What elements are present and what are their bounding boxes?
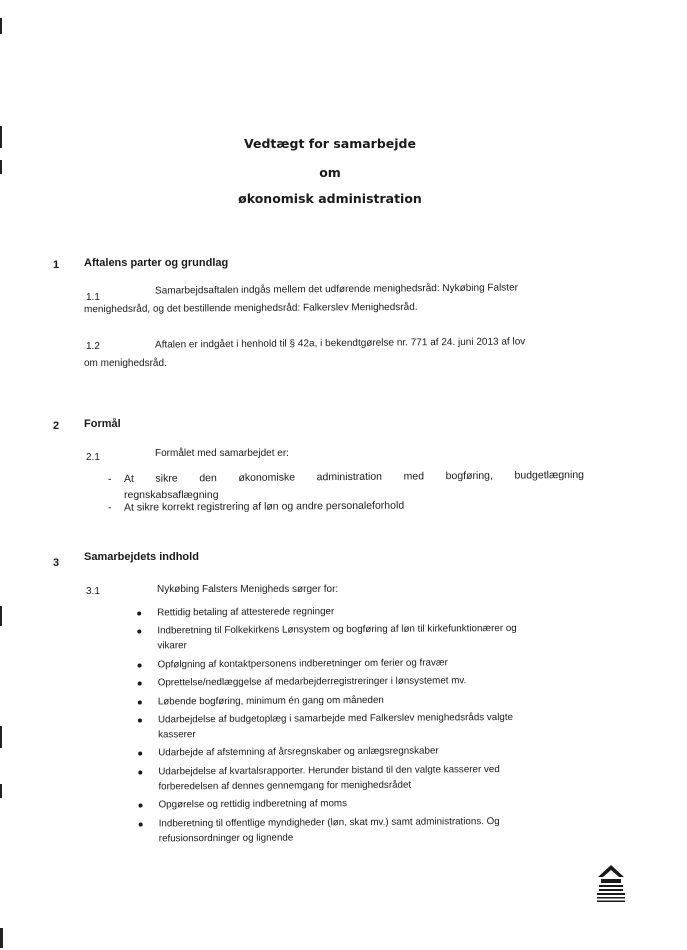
dash-item-line-1: At sikre korrekt registrering af løn og andre personaleforhold [123, 499, 405, 514]
section-1-number: 1 [53, 259, 60, 271]
section-3-number: 3 [53, 557, 60, 569]
bullet-item [138, 654, 588, 672]
bullet-dot [137, 612, 141, 616]
document-title-line-1: Vedtægt for samarbejde [244, 136, 416, 151]
bullet-item-line-1: Opfølgning af kontaktpersonens indberetninger om ferier og fravær [157, 657, 448, 671]
bullet-dot [138, 700, 142, 704]
dash-marker: - [107, 473, 112, 486]
bullet-dot [138, 770, 142, 774]
scan-margin-mark [0, 726, 2, 748]
paragraph-3-1-number: 3.1 [86, 586, 100, 597]
paragraph-1-2-number: 1.2 [86, 341, 100, 352]
paragraph-1-1-number: 1.1 [86, 292, 100, 303]
dash-item [108, 498, 588, 513]
bullet-item [139, 813, 589, 846]
paragraph-1-1-line-2: menighedsråd, og det bestillende menighedsråd: Falkerslev Menighedsråd. [83, 301, 418, 316]
bullet-item-line-1: Indberetning til offentlige myndigheder (løn, skat mv.) samt administrations. Og [158, 815, 500, 829]
bullet-dot [139, 822, 143, 826]
scan-margin-mark [0, 18, 2, 34]
task-bullet-list [137, 602, 589, 849]
bullet-dot [138, 663, 142, 667]
scan-margin-mark [0, 606, 2, 626]
bullet-item-line-1: Løbende bogføring, minimum én gang om måneden [157, 694, 384, 707]
bullet-dot [138, 682, 142, 686]
section-2-heading: Formål [84, 418, 121, 430]
dash-item [108, 469, 588, 485]
bullet-dot [138, 718, 142, 722]
section-2-number: 2 [53, 420, 60, 432]
bullet-item-line-1: Udarbejde af afstemning af årsregnskaber og anlægsregnskaber [158, 745, 439, 759]
bullet-item-line-1: Indberetning til Folkekirkens Lønsystem og bogføring af løn til kirkefunktionærer og [157, 623, 517, 637]
bullet-dot [138, 752, 142, 756]
bullet-item [138, 709, 588, 742]
section-3-heading: Samarbejdets indhold [84, 551, 199, 563]
bullet-item [138, 691, 588, 709]
paragraph-1-2-line-2: om menighedsråd. [84, 358, 167, 369]
bullet-dot [139, 804, 143, 808]
dash-item-line-1: At sikre den økonomiske administration med bogføring, budgetlægning [123, 468, 585, 485]
bullet-item-line-2: refusionsordninger og lignende [158, 832, 294, 844]
bullet-item-line-1: Rettidig betaling af attesterede regninger [157, 606, 335, 619]
bullet-item-line-1: Opgørelse og rettidig indberetning af moms [158, 798, 348, 811]
scan-margin-mark [0, 784, 2, 798]
bullet-item-line-2: kasserer [158, 729, 196, 741]
bullet-item [138, 743, 588, 761]
paragraph-1-2-line-1: Aftalen er indgået i henhold til § 42a, i bekendtgørelse nr. 771 af 24. juni 2013 af lov [154, 336, 526, 351]
bullet-item [138, 795, 588, 813]
paragraph-3-1-line-1: Nykøbing Falsters Menigheds sørger for: [157, 584, 339, 595]
scan-margin-mark [0, 928, 3, 948]
paragraph-1-1-line-1: Samarbejdsaftalen indgås mellem det udførende menighedsråd: Nykøbing Falster [154, 282, 519, 297]
dash-marker: - [107, 501, 112, 514]
document-title-line-2: om [319, 165, 341, 180]
paragraph-2-1-number: 2.1 [86, 452, 100, 463]
church-logo-icon [593, 862, 629, 906]
section-1-heading: Aftalens parter og grundlag [84, 257, 229, 269]
bullet-item-line-1: Udarbejdelse af kvartalsrapporter. Herunder bistand til den valgte kasserer ved [158, 763, 500, 778]
paragraph-2-1-line-1: Formålet med samarbejdet er: [155, 448, 289, 459]
bullet-item [137, 602, 587, 620]
bullet-item-line-2: vikarer [157, 640, 187, 652]
bullet-item [137, 621, 587, 654]
bullet-item-line-2: forberedelsen af dennes gennemgang for menighedsrådet [158, 779, 412, 793]
bullet-item-line-1: Udarbejdelse af budgetoplæg i samarbejde med Falkerslev menighedsråds valgte [157, 711, 514, 726]
bullet-item [138, 761, 588, 794]
dash-item-line-2: regnskabsaflægning [124, 489, 219, 501]
document-title-line-3: økonomisk administration [238, 191, 422, 206]
bullet-dot [137, 630, 141, 634]
bullet-item-line-1: Oprettelse/nedlæggelse af medarbejderregistreringer i lønsystemet mv. [157, 675, 467, 689]
bullet-item [138, 673, 588, 691]
